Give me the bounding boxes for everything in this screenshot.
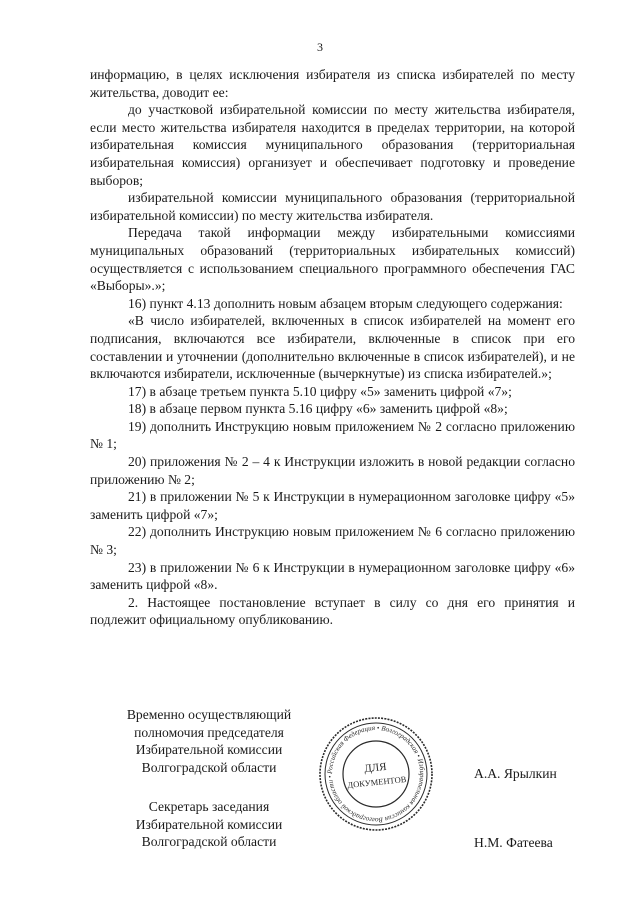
page-number: 3 xyxy=(317,40,323,54)
official-seal xyxy=(316,714,436,834)
chair-title-block xyxy=(98,706,320,776)
chair-name: А.А. Ярылкин xyxy=(474,766,557,781)
paragraph: информацию, в целях исключения избирателя из списка избирателей по месту жительства, доводит ее: xyxy=(90,67,575,100)
secretary-title-line: Избирательной комиссии xyxy=(135,816,283,832)
paragraph: 19) дополнить Инструкцию новым приложением № 2 согласно приложению № 1; xyxy=(90,418,575,452)
paragraph: избирательной комиссии муниципального образования (территориальной избирательной комиссии) по месту жительства избирателя. xyxy=(90,190,575,223)
paragraph: «В число избирателей, включенных в список избирателей на момент его подписания, включаются все избиратели, включенные в список при его составлении и уточнении (дополнительно включенные в список избирателей), и не включаются избиратели, исключенные (вычеркнутые) из списка избирателей.»; xyxy=(90,313,575,382)
paragraph: 18) в абзаце первом пункта 5.16 цифру «6» заменить цифрой «8»; xyxy=(128,401,508,417)
paragraph: Передача такой информации между избирательными комиссиями муниципальных образований (территориальных избирательных комиссий) осуществляется с использованием специального программного обеспечения ГАС «Выборы».»; xyxy=(90,225,575,294)
paragraph: 21) в приложении № 5 к Инструкции в нумерационном заголовке цифру «5» заменить цифрой «7»; xyxy=(90,489,575,522)
paragraph: 17) в абзаце третьем пункта 5.10 цифру «5» заменить цифрой «7»; xyxy=(128,383,512,399)
secretary-title-block xyxy=(98,798,320,851)
paragraph: 22) дополнить Инструкцию новым приложением № 6 согласно приложению № 3; xyxy=(90,524,575,558)
chair-title-line: полномочия председателя xyxy=(134,724,284,740)
seal-ring-text: Российская Федерация • Волгоградская • Избирательная комиссия Волгоградской области • xyxy=(325,723,427,825)
chair-title-line: Временно осуществляющий xyxy=(126,707,292,722)
chair-title-line: Избирательной комиссии xyxy=(135,742,283,758)
chair-title-line: Волгоградской области xyxy=(141,759,277,775)
paragraph: 23) в приложении № 6 к Инструкции в нумерационном заголовке цифру «6» заменить цифрой «8». xyxy=(90,559,575,593)
seal-center-line2: ДОКУМЕНТОВ xyxy=(346,773,407,791)
secretary-name: Н.М. Фатеева xyxy=(474,835,553,850)
paragraph: 20) приложения № 2 – 4 к Инструкции изложить в новой редакции согласно приложению № 2; xyxy=(90,454,575,487)
seal-center-line1: ДЛЯ xyxy=(363,760,388,776)
paragraph: до участковой избирательной комиссии по месту жительства избирателя, если место жительства избирателя находится в пределах территории, на которой избирательная комиссия муниципального образования (территориальная избирательная комиссия) организует и обеспечивает подготовку и проведение выборов; xyxy=(90,102,575,188)
document-body xyxy=(90,66,575,629)
paragraph: 2. Настоящее постановление вступает в силу со дня его принятия и подлежит официальному опубликованию. xyxy=(90,594,575,628)
secretary-title-line: Секретарь заседания xyxy=(148,799,270,814)
secretary-title-line: Волгоградской области xyxy=(141,834,277,850)
paragraph: 16) пункт 4.13 дополнить новым абзацем вторым следующего содержания: xyxy=(128,295,563,311)
